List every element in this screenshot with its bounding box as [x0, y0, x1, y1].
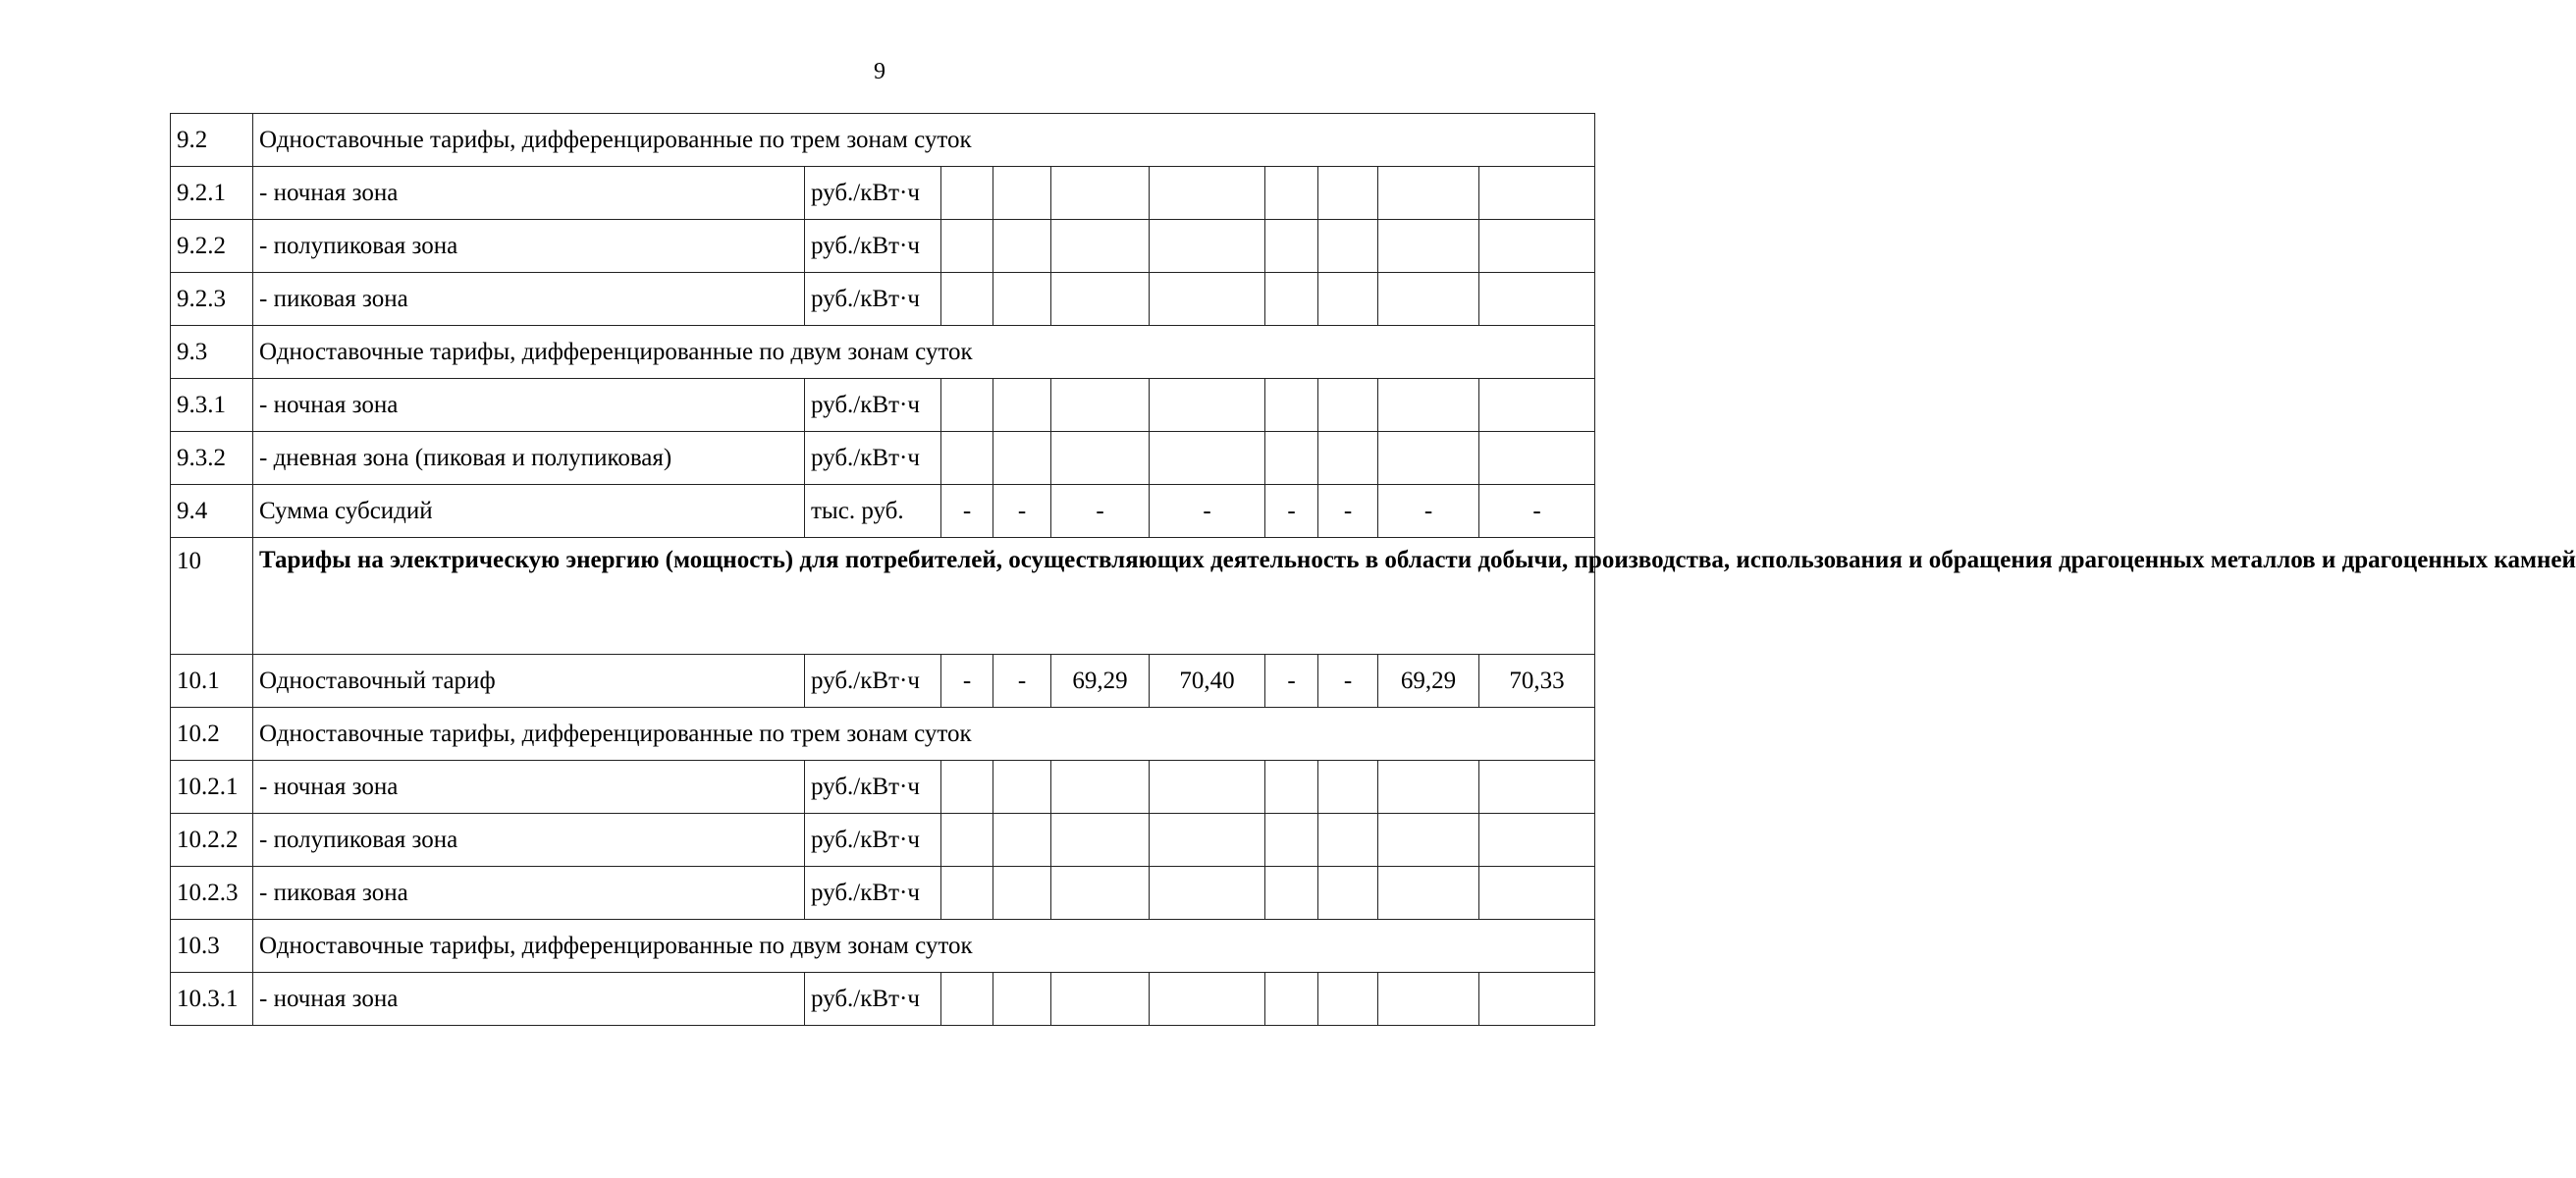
- row-description: - полупиковая зона: [253, 814, 805, 867]
- row-description: - полупиковая зона: [253, 220, 805, 273]
- value-cell: [1479, 167, 1595, 220]
- value-cell: [1051, 432, 1150, 485]
- row-number: 9.3.2: [171, 432, 253, 485]
- value-cell: [1378, 814, 1479, 867]
- value-cell: [1265, 432, 1318, 485]
- value-cell: -: [1318, 655, 1378, 708]
- subsection-title: Одноставочные тарифы, дифференцированные по двум зонам суток: [253, 326, 1595, 379]
- row-number: 9.2.3: [171, 273, 253, 326]
- table-row: [171, 485, 1595, 538]
- table-row: [171, 220, 1595, 273]
- row-number: 10.2.1: [171, 761, 253, 814]
- value-cell: [1318, 973, 1378, 1026]
- value-cell: -: [1318, 485, 1378, 538]
- value-cell: [1265, 273, 1318, 326]
- value-cell: [1378, 432, 1479, 485]
- value-cell: 69,29: [1378, 655, 1479, 708]
- row-number: 9.4: [171, 485, 253, 538]
- table-row: [171, 973, 1595, 1026]
- value-cell: [1318, 432, 1378, 485]
- value-cell: [1378, 220, 1479, 273]
- row-unit: тыс. руб.: [805, 485, 941, 538]
- value-cell: [941, 432, 993, 485]
- value-cell: [993, 814, 1051, 867]
- row-description: - ночная зона: [253, 973, 805, 1026]
- value-cell: [1051, 220, 1150, 273]
- value-cell: [993, 273, 1051, 326]
- value-cell: [1150, 432, 1265, 485]
- value-cell: [1479, 432, 1595, 485]
- value-cell: [1150, 867, 1265, 920]
- table-row: [171, 379, 1595, 432]
- value-cell: [1150, 973, 1265, 1026]
- value-cell: [1051, 814, 1150, 867]
- value-cell: [1265, 167, 1318, 220]
- row-number: 10.3.1: [171, 973, 253, 1026]
- row-number: 9.2: [171, 114, 253, 167]
- value-cell: -: [1265, 655, 1318, 708]
- row-unit: руб./кВт·ч: [805, 761, 941, 814]
- value-cell: [993, 432, 1051, 485]
- value-cell: 70,33: [1479, 655, 1595, 708]
- value-cell: [941, 867, 993, 920]
- value-cell: [1150, 273, 1265, 326]
- value-cell: [1378, 867, 1479, 920]
- row-description: - пиковая зона: [253, 867, 805, 920]
- value-cell: [993, 220, 1051, 273]
- value-cell: [1051, 867, 1150, 920]
- row-number: 9.2.2: [171, 220, 253, 273]
- value-cell: [1150, 167, 1265, 220]
- value-cell: 69,29: [1051, 655, 1150, 708]
- row-unit: руб./кВт·ч: [805, 220, 941, 273]
- value-cell: [1265, 973, 1318, 1026]
- value-cell: [1378, 761, 1479, 814]
- value-cell: [1051, 273, 1150, 326]
- value-cell: [1051, 761, 1150, 814]
- value-cell: 70,40: [1150, 655, 1265, 708]
- value-cell: [993, 867, 1051, 920]
- value-cell: [993, 973, 1051, 1026]
- section-heading: Тарифы на электрическую энергию (мощность) для потребителей, осуществляющих деятельность в области добычи, производства, использования и обращения драгоценных металлов и драгоценных камней: [253, 538, 1595, 655]
- row-unit: руб./кВт·ч: [805, 973, 941, 1026]
- table-row: [171, 655, 1595, 708]
- value-cell: [1479, 220, 1595, 273]
- value-cell: [1150, 814, 1265, 867]
- value-cell: -: [1051, 485, 1150, 538]
- row-unit: руб./кВт·ч: [805, 867, 941, 920]
- row-description: Одноставочный тариф: [253, 655, 805, 708]
- table-row: [171, 920, 1595, 973]
- value-cell: [1378, 273, 1479, 326]
- subsection-title: Одноставочные тарифы, дифференцированные по трем зонам суток: [253, 114, 1595, 167]
- value-cell: [1150, 761, 1265, 814]
- value-cell: [1378, 973, 1479, 1026]
- value-cell: [1318, 761, 1378, 814]
- value-cell: -: [993, 485, 1051, 538]
- value-cell: [1051, 167, 1150, 220]
- table-row: [171, 114, 1595, 167]
- value-cell: [941, 273, 993, 326]
- value-cell: [1318, 867, 1378, 920]
- value-cell: [1479, 814, 1595, 867]
- value-cell: [1051, 379, 1150, 432]
- row-unit: руб./кВт·ч: [805, 273, 941, 326]
- row-number: 10.2: [171, 708, 253, 761]
- value-cell: [1318, 379, 1378, 432]
- row-number: 10.2.2: [171, 814, 253, 867]
- value-cell: [1378, 379, 1479, 432]
- value-cell: [941, 167, 993, 220]
- value-cell: [1479, 761, 1595, 814]
- value-cell: [1265, 761, 1318, 814]
- row-description: - ночная зона: [253, 167, 805, 220]
- table-row: [171, 814, 1595, 867]
- row-number: 10.2.3: [171, 867, 253, 920]
- value-cell: -: [993, 655, 1051, 708]
- value-cell: [941, 973, 993, 1026]
- value-cell: [1265, 379, 1318, 432]
- table-row: [171, 273, 1595, 326]
- row-number: 9.3.1: [171, 379, 253, 432]
- row-number: 10: [171, 538, 253, 655]
- row-description: Сумма субсидий: [253, 485, 805, 538]
- subsection-title: Одноставочные тарифы, дифференцированные по трем зонам суток: [253, 708, 1595, 761]
- value-cell: [1265, 814, 1318, 867]
- row-description: - ночная зона: [253, 379, 805, 432]
- value-cell: [941, 814, 993, 867]
- row-description: - пиковая зона: [253, 273, 805, 326]
- value-cell: -: [941, 485, 993, 538]
- value-cell: [1318, 220, 1378, 273]
- row-description: - дневная зона (пиковая и полупиковая): [253, 432, 805, 485]
- value-cell: [1318, 273, 1378, 326]
- table-row: [171, 167, 1595, 220]
- subsection-title: Одноставочные тарифы, дифференцированные по двум зонам суток: [253, 920, 1595, 973]
- table-row: [171, 708, 1595, 761]
- table-row: [171, 538, 1595, 655]
- value-cell: [993, 167, 1051, 220]
- row-unit: руб./кВт·ч: [805, 655, 941, 708]
- value-cell: [941, 761, 993, 814]
- value-cell: [1318, 167, 1378, 220]
- value-cell: [1051, 973, 1150, 1026]
- table-row: [171, 761, 1595, 814]
- value-cell: [1150, 220, 1265, 273]
- value-cell: [1265, 220, 1318, 273]
- page-number: 9: [874, 59, 886, 84]
- value-cell: -: [1479, 485, 1595, 538]
- table-row: [171, 867, 1595, 920]
- value-cell: -: [941, 655, 993, 708]
- table-row: [171, 326, 1595, 379]
- value-cell: [1479, 379, 1595, 432]
- value-cell: [1378, 167, 1479, 220]
- value-cell: -: [1378, 485, 1479, 538]
- row-description: - ночная зона: [253, 761, 805, 814]
- row-unit: руб./кВт·ч: [805, 379, 941, 432]
- value-cell: [1479, 867, 1595, 920]
- row-unit: руб./кВт·ч: [805, 814, 941, 867]
- value-cell: [941, 379, 993, 432]
- value-cell: [1479, 973, 1595, 1026]
- row-unit: руб./кВт·ч: [805, 432, 941, 485]
- tariff-table-body: [171, 114, 2576, 1026]
- value-cell: [1265, 867, 1318, 920]
- value-cell: -: [1265, 485, 1318, 538]
- row-number: 9.3: [171, 326, 253, 379]
- value-cell: [993, 379, 1051, 432]
- value-cell: -: [1150, 485, 1265, 538]
- row-number: 10.3: [171, 920, 253, 973]
- row-number: 9.2.1: [171, 167, 253, 220]
- value-cell: [1479, 273, 1595, 326]
- table-row: [171, 432, 1595, 485]
- value-cell: [1150, 379, 1265, 432]
- row-number: 10.1: [171, 655, 253, 708]
- tariff-table: [170, 113, 2576, 1026]
- value-cell: [1318, 814, 1378, 867]
- value-cell: [941, 220, 993, 273]
- value-cell: [993, 761, 1051, 814]
- row-unit: руб./кВт·ч: [805, 167, 941, 220]
